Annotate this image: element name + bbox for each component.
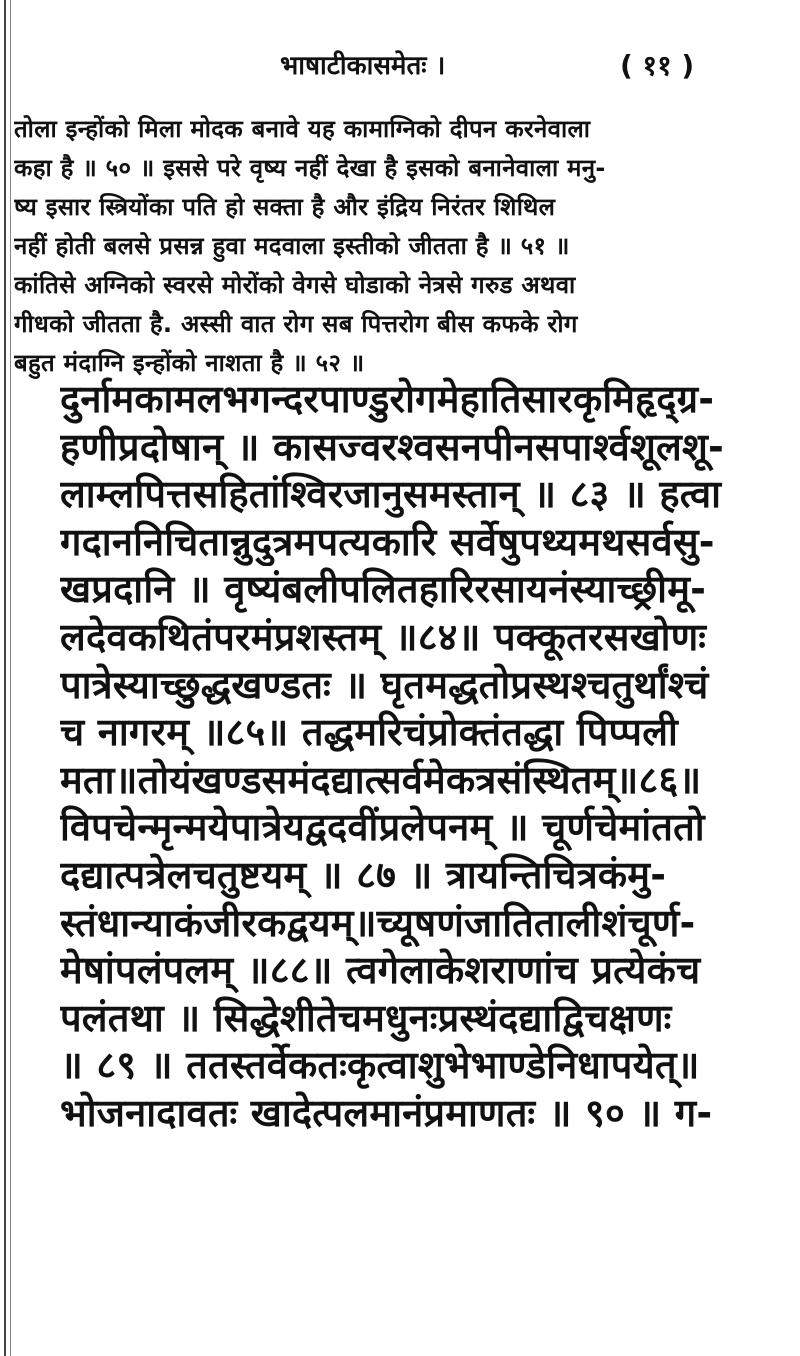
running-head xyxy=(0,46,800,86)
page-left-inner-border xyxy=(10,0,11,1356)
commentary-line: कांतिसे अग्निको स्वरसे मोरोंको वेगसे घोडाको नेत्रसे गरुड अथवा xyxy=(14,271,576,299)
verse-line: खप्रदानि ॥ वृष्यंबलीपलितहारिरसायनंस्याच्छ्रीमू- xyxy=(60,567,707,612)
verse-line: लाम्लपित्तसहितांश्विरजानुसमस्तान् ॥ ८३ ॥ हत्वा xyxy=(60,472,722,517)
running-title: भाषाटीकासमेतः । xyxy=(280,51,446,81)
verse-line: विपचेन्मृन्मयेपात्रेयद्वदवींप्रलेपनम् ॥ चूर्णचेमांततो xyxy=(60,805,705,850)
commentary-line: नहीं होती बलसे प्रसन्न हुवा मदवाला इस्तीको जीतता है ॥ ५१ ॥ xyxy=(14,232,570,260)
verse-line: च नागरम् ॥८५॥ तद्धमरिचंप्रोक्तंतद्धा पिप्पली xyxy=(60,710,679,755)
commentary-line: कहा है ॥ ५० ॥ इससे परे वृष्य नहीं देखा है इसको बनानेवाला मनु- xyxy=(14,154,606,182)
commentary-line: बहुत मंदाग्नि इन्होंको नाशता है ॥ ५२ ॥ xyxy=(14,349,365,377)
commentary-block xyxy=(14,110,796,383)
verse-line: ॥ ८९ ॥ ततस्तर्वेकतःकृत्वाशुभेभाण्डेनिधापयेत्॥ xyxy=(60,1043,700,1088)
verse-block xyxy=(60,376,788,1138)
verse-line: हणीप्रदोषान् ॥ कासज्वरश्वसनपीनसपार्श्वशूलशू- xyxy=(60,424,724,469)
commentary-line: तोला इन्होंको मिला मोदक बनावे यह कामाग्निको दीपन करनेवाला xyxy=(14,115,591,143)
verse-line: दद्यात्पत्रेलचतुष्टयम् ॥ ८७ ॥ त्रायन्तिचित्रकंमु- xyxy=(60,852,667,897)
verse-line: मता॥तोयंखण्डसमंदद्यात्सर्वमेकत्रसंस्थितम्॥८६॥ xyxy=(60,757,702,802)
page-number: ( ११ ) xyxy=(620,49,695,82)
verse-line: पात्रेस्याच्छुद्धखण्डतः ॥ घृतमद्धतोप्रस्थश्चतुर्थांश्चं xyxy=(60,662,709,707)
verse-line: लदेवकथितंपरमंप्रशस्तम् ॥८४॥ पक्कूतरसखोणः xyxy=(60,614,707,659)
commentary-line: गीधको जीतता है. अस्सी वात रोग सब पित्तरोग बीस कफके रोग xyxy=(14,310,578,338)
commentary-line: ष्य इसार स्त्रियोंका पति हो सक्ता है और इंद्रिय निरंतर शिथिल xyxy=(14,193,556,221)
verse-line: पलंतथा ॥ सिद्धेशीतेचमधुनःप्रस्थंदद्याद्विचक्षणः xyxy=(60,995,672,1040)
page-left-border xyxy=(4,0,6,1356)
verse-line: भोजनादावतः खादेत्पलमानंप्रमाणतः ॥ ९० ॥ ग- xyxy=(60,1090,713,1135)
verse-line: मेषांपलंपलम् ॥८८॥ त्वगेलाकेशराणांच प्रत्येकंच xyxy=(60,948,701,993)
verse-line: गदाननिचितान्नुदुत्रमपत्यकारि सर्वेषुपथ्यमथसर्वसु- xyxy=(60,519,715,564)
verse-line: स्तंधान्याकंजीरकद्वयम्॥च्यूषणंजातितालीशंचूर्ण- xyxy=(60,900,696,945)
verse-line: दुर्नामकामलभगन्दरपाण्डुरोगमेहातिसारकृमिहृद्ग्र- xyxy=(60,377,715,421)
